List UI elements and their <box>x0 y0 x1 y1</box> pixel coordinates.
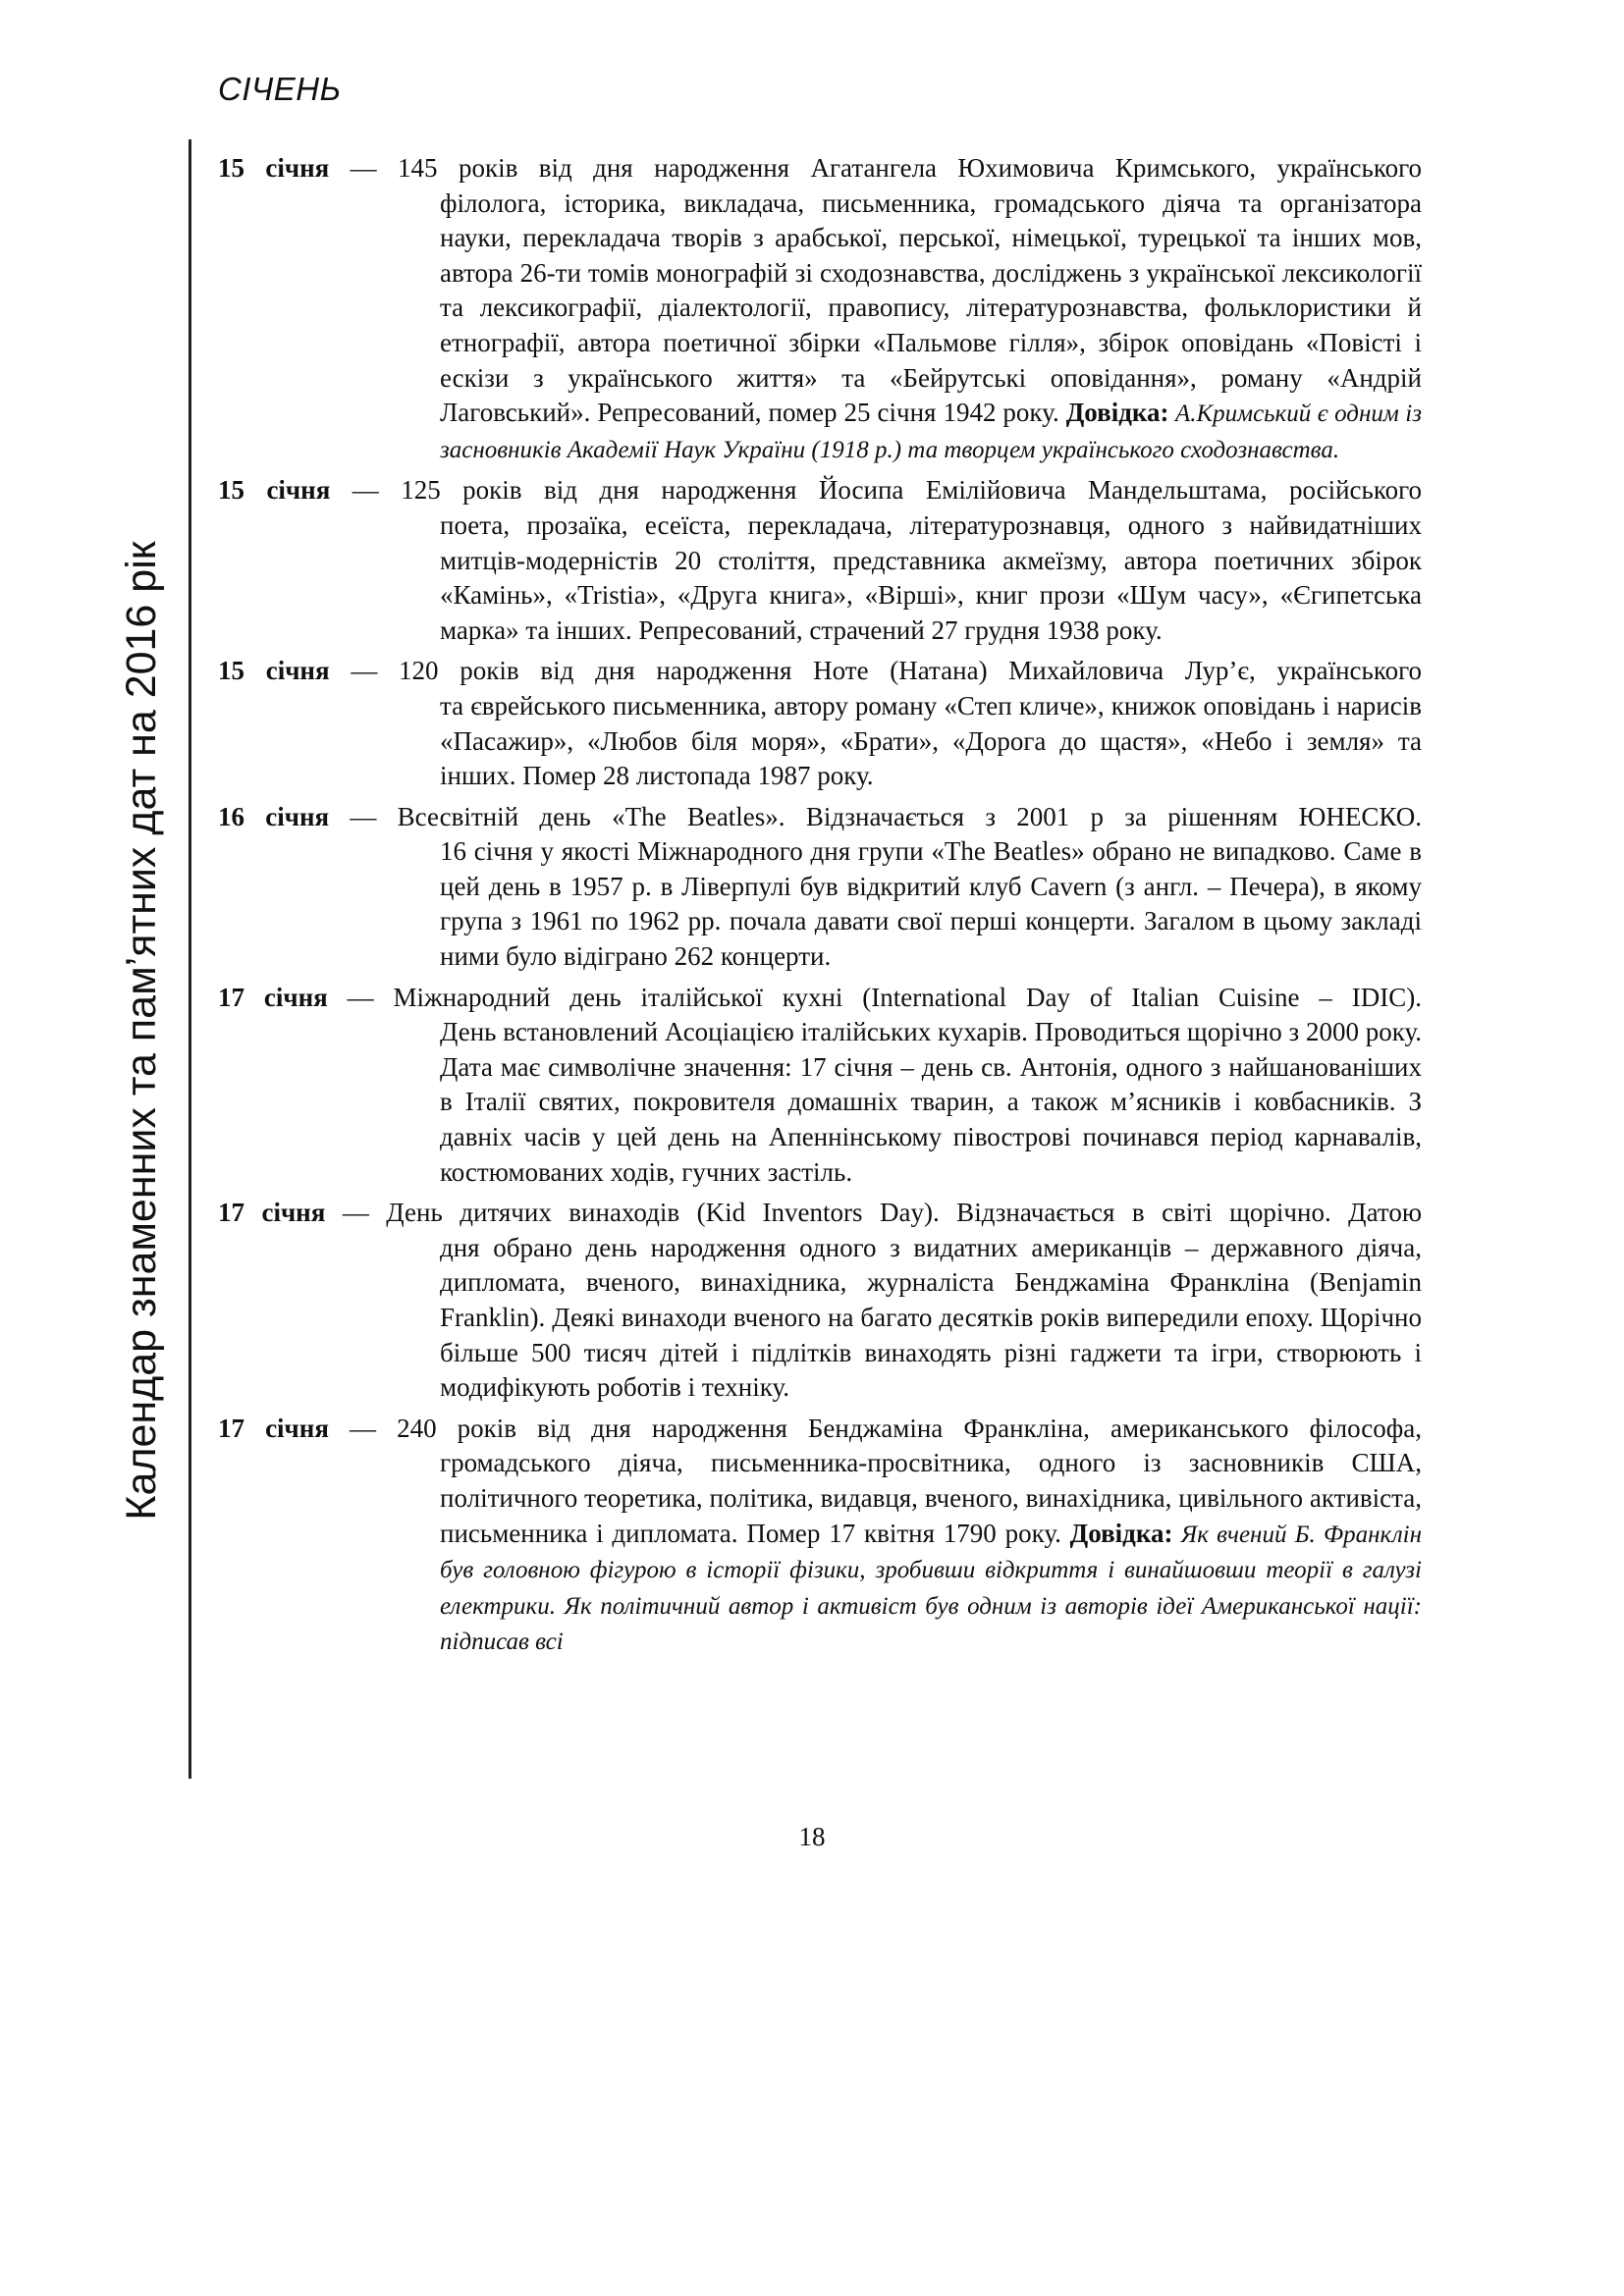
reference-label: Довідка: <box>1069 1518 1173 1548</box>
entry-first-line <box>218 981 1422 1016</box>
calendar-entry <box>218 151 1422 467</box>
entry-lead: — 240 років від дня народження Бенджаміна Франкліна, американського філософа, <box>328 1413 1422 1443</box>
entry-text: 16 січня у якості Міжнародного дня групи «The Beatles» обрано не випадково. Саме в цей день в 1957 р. в Ліверпулі був відкритий клуб Cavern (з англ. – Печера), в якому група з 1961 по 1962 рр. почала давати свої перші концерти. Загалом в цьому закладі ними було відіграно 262 концерти. <box>440 836 1422 972</box>
calendar-entry <box>218 1412 1422 1660</box>
calendar-entry <box>218 654 1422 793</box>
entry-body <box>218 1446 1422 1660</box>
entry-date: 15 січня <box>218 475 331 506</box>
entry-first-line <box>218 800 1422 835</box>
entry-lead: — Міжнародний день італійської кухні (International Day of Italian Cuisine – IDIC). <box>327 982 1422 1012</box>
reference-label: Довідка: <box>1065 398 1169 428</box>
calendar-entry <box>218 981 1422 1191</box>
entries-list <box>218 151 1422 1666</box>
entry-text: поета, прозаїка, есеїста, перекладача, літературознавця, одного з найвидатніших митців-модерністів 20 століття, представника акмеїзму, автора поетичних збірок «Камінь», «Tristia», «Друга книга», «Вірші», книг прози «Шум часу», «Єгипетська марка» та інших. Репресований, страчений 27 грудня 1938 року. <box>440 509 1422 645</box>
entry-body <box>218 1015 1422 1190</box>
entry-body <box>218 508 1422 648</box>
entry-first-line <box>218 654 1422 689</box>
entry-lead: — Всесвітній день «The Beatles». Відзначається з 2001 р за рішенням ЮНЕСКО. <box>329 801 1422 831</box>
entry-first-line <box>218 1196 1422 1231</box>
entry-text: дня обрано день народження одного з видатних американців – державного діяча, дипломата, вченого, винахідника, журналіста Бенджаміна Франкліна (Benjamin Franklin). Деякі винаходи вченого на багато десятків років випередили епоху. Щорічно більше 500 тисяч дітей і підлітків винаходять різні гаджети та ігри, створюють і модифікують роботів і техніку. <box>440 1232 1422 1403</box>
margin-rule <box>189 139 191 1779</box>
entry-date: 15 січня <box>218 153 330 183</box>
entry-body <box>218 187 1422 468</box>
entry-body <box>218 834 1422 974</box>
entry-date: 17 січня <box>218 1413 329 1443</box>
entry-lead: — 125 років від дня народження Йосипа Емілійовича Мандельштама, російського <box>330 475 1422 506</box>
entry-date: 16 січня <box>218 801 330 831</box>
calendar-entry <box>218 473 1422 648</box>
reference-text: А.Кримський є одним із засновників Академії Наук України (1918 р.) та творцем українського сходознавства. <box>440 400 1422 463</box>
entry-body <box>218 689 1422 794</box>
calendar-entry <box>218 1196 1422 1406</box>
page-number: 18 <box>798 1822 826 1851</box>
calendar-entry <box>218 800 1422 975</box>
entry-date: 17 січня <box>218 1198 326 1228</box>
entry-date: 17 січня <box>218 982 328 1012</box>
entry-body <box>218 1231 1422 1406</box>
entry-text: філолога, історика, викладача, письменника, громадського діяча та організатора науки, перекладача творів з арабської, перської, німецької, турецької та інших мов, автора 26-ти томів монографій зі сходознавства, досліджень з української лексикології та лексикографії, діалектології, правопису, літературознавства, фольклористики й етнографії, автора поетичної збірки «Пальмове гілля», збірок оповідань «Повісті і ескізи з українського життя» та «Бейрутські оповідання», роману «Андрій Лаговський». Репресований, помер 25 січня 1942 року. <box>440 187 1422 428</box>
month-header: СІЧЕНЬ <box>218 71 342 107</box>
reference-text: Як вчений Б. Франклін був головною фігурою в історії фізики, зробивши відкриття і винайшовши теорії в галузі електрики. Як політичний автор і активіст був одним із авторів ідеї Американської нації: підписав всі <box>440 1521 1422 1656</box>
entry-text: та єврейського письменника, автору роману «Степ кличе», книжок оповідань і нарисів «Пасажир», «Любов біля моря», «Брати», «Дорога до щастя», «Небо і земля» та інших. Помер 28 листопада 1987 року. <box>440 690 1422 791</box>
entry-lead: — 120 років від дня народження Ноте (Натана) Михайловича Лур’є, українського <box>329 656 1422 686</box>
entry-text: громадського діяча, письменника-просвітника, одного із засновників США, політичного теоретика, політика, видавця, вченого, винахідника, цивільного активіста, письменника і дипломата. Помер 17 квітня 1790 року. <box>440 1448 1422 1548</box>
entry-lead: — День дитячих винаходів (Kid Inventors Day). Відзначається в світі щорічно. Датою <box>325 1198 1422 1228</box>
calendar-vertical-title: Календар знаменних та пам’ятних дат на 2016 рік <box>118 541 165 1521</box>
entry-date: 15 січня <box>218 656 330 686</box>
entry-first-line <box>218 1412 1422 1447</box>
entry-first-line <box>218 473 1422 508</box>
entry-first-line <box>218 151 1422 187</box>
entry-lead: — 145 років від дня народження Агатангела Юхимовича Кримського, українського <box>329 153 1422 183</box>
entry-text: День встановлений Асоціацією італійських кухарів. Проводиться щорічно з 2000 року. Дата має символічне значення: 17 січня – день св. Антонія, одного з найшанованіших в Італії святих, покровителя домашніх тварин, а також м’ясників і ковбасників. З давніх часів у цей день на Апеннінському півострові починався період карнавалів, костюмованих ходів, гучних застіль. <box>440 1017 1422 1187</box>
